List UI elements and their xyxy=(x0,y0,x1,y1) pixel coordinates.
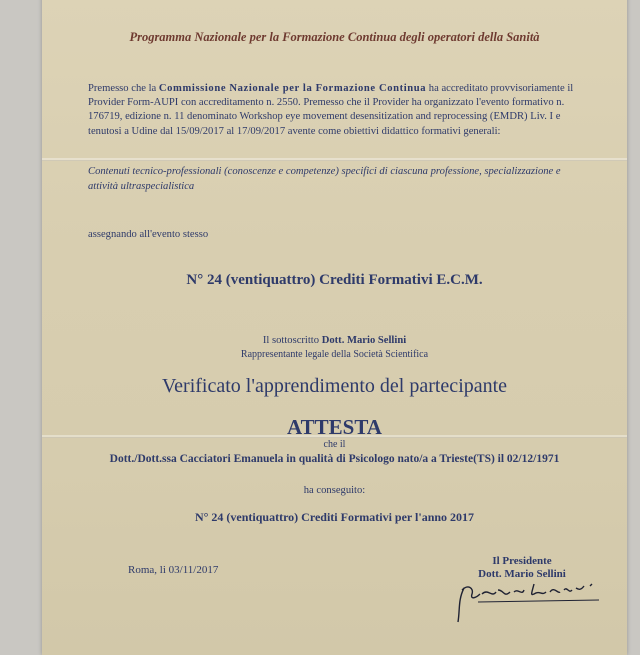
intro-text: Premesso che la xyxy=(88,83,159,94)
participant-line: Dott./Dott.ssa Cacciatori Emanuela in qualità di Psicologo nato/a a Trieste(TS) il 02/12/1971 xyxy=(109,453,560,465)
undersigned-line xyxy=(42,335,627,346)
objectives-text: Contenuti tecnico-professionali (conoscenze e competenze) specifici di ciascuna professione, specializzazione e attività ultraspecialistica xyxy=(88,166,561,192)
fold-line xyxy=(42,158,627,161)
year-credits: N° 24 (ventiquattro) Crediti Formativi per l'anno 2017 xyxy=(194,510,475,524)
intro-text-rest: ha accreditato provvisoriamente il Provider Form-AUPI con accreditamento n. 2550. Premesso che il Provider ha organizzato l'evento formativo n. 176719, edizione n. 11 denominato Workshop eye movement desensitization and reprocessing (EMDR) Liv. I e tenutosi a Udine dal 15/09/2017 al 17/09/2017 avente come obiettivi didattico formativi generali: xyxy=(88,83,574,137)
verified-heading: Verificato l'apprendimento del partecipante xyxy=(161,375,508,397)
place-date: Roma, li 03/11/2017 xyxy=(128,564,219,576)
obtained-text: ha conseguito: xyxy=(303,485,366,496)
commission-name: Commissione Nazionale per la Formazione Continua xyxy=(158,83,427,94)
attesta-heading: ATTESTA xyxy=(287,415,382,439)
event-credits: N° 24 (ventiquattro) Crediti Formativi E.C.M. xyxy=(186,272,483,288)
signature xyxy=(454,580,604,625)
undersigned-prefix: Il sottoscritto xyxy=(262,335,322,346)
president-title: Il Presidente xyxy=(492,555,552,567)
undersigned-role: Rappresentante legale della Società Scientifica xyxy=(240,349,429,360)
undersigned-name: Dott. Mario Sellini xyxy=(321,335,407,346)
assigning-text: assegnando all'evento stesso xyxy=(88,229,209,240)
certificate-paper xyxy=(42,0,627,655)
president-name: Dott. Mario Sellini xyxy=(478,568,566,580)
intro-paragraph xyxy=(88,82,588,139)
program-title: Programma Nazionale per la Formazione Continua degli operatori della Sanità xyxy=(129,30,540,44)
che-il-text: che il xyxy=(323,439,346,450)
